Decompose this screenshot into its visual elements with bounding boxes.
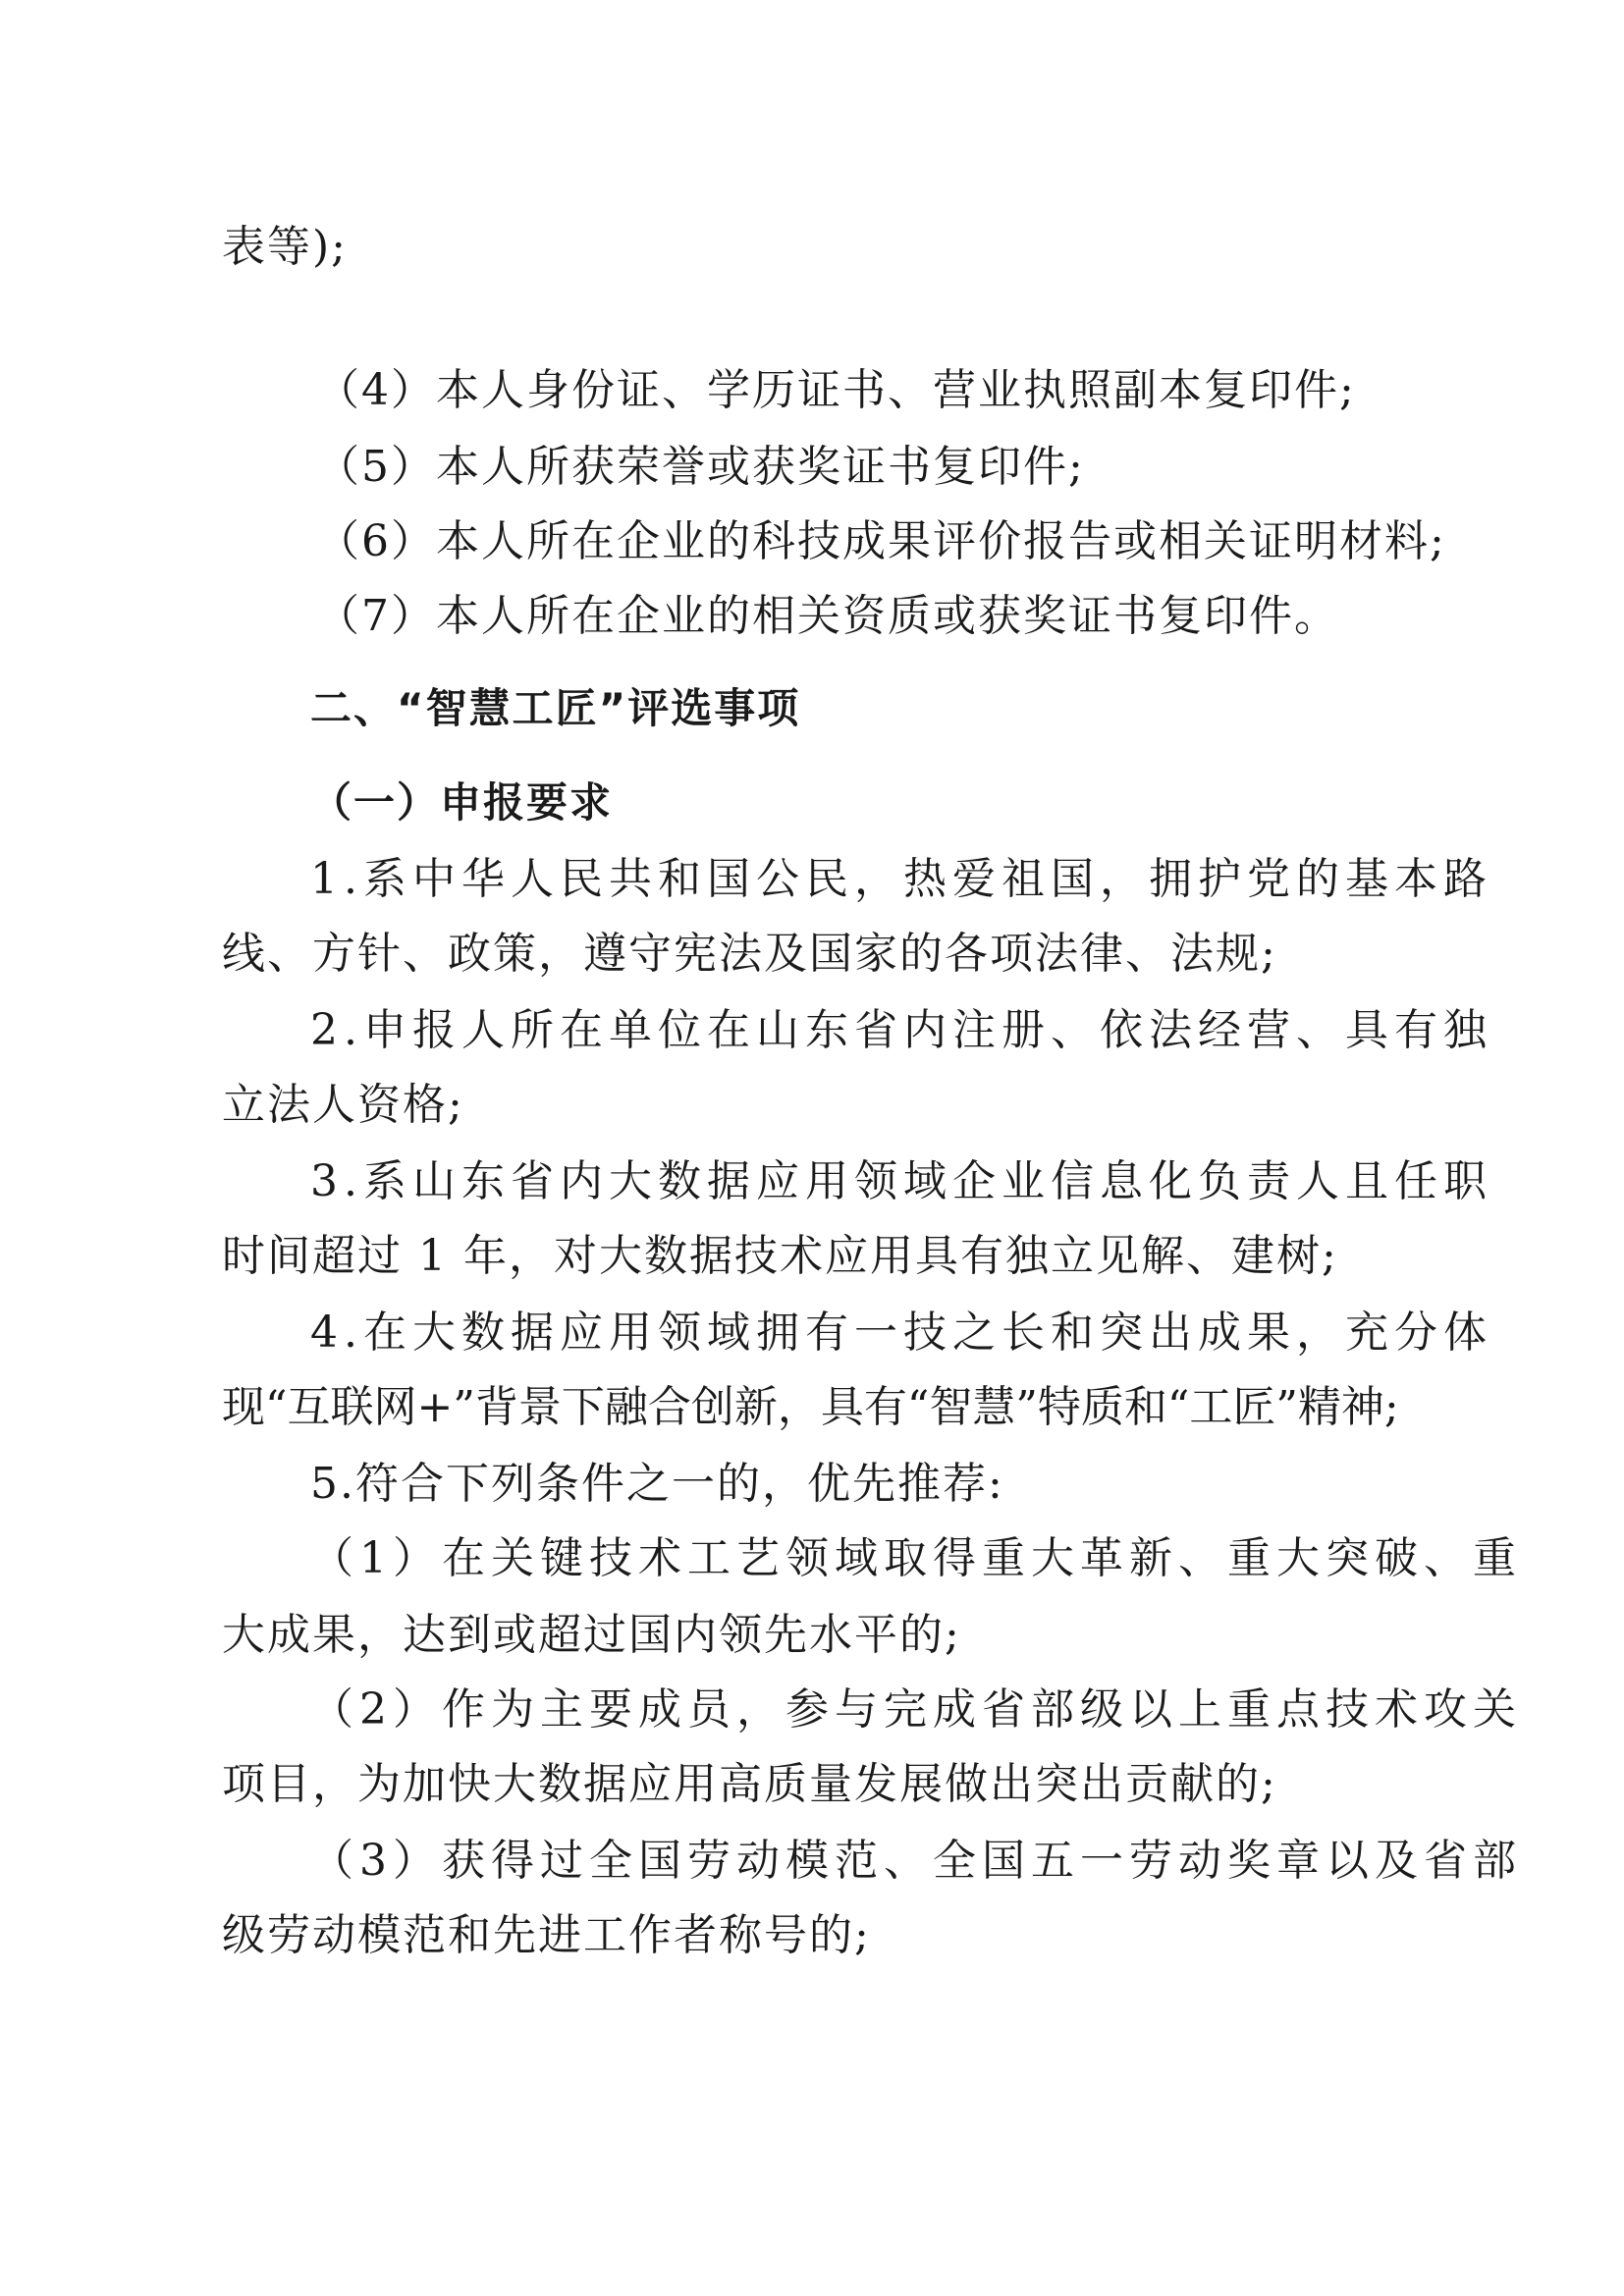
sub-item-1-line-1: （1）在关键技术工艺领域取得重大革新、重大突破、重 (310, 1533, 1522, 1583)
list-item-5: （5）本人所获荣誉或获奖证书复印件; (316, 442, 1085, 492)
paragraph-3-line-2: 时间超过 1 年，对大数据技术应用具有独立见解、建树; (222, 1231, 1338, 1281)
paragraph-4-line-2: 现“互联网+”背景下融合创新，具有“智慧”特质和“工匠”精神; (222, 1382, 1399, 1432)
sub-item-1-line-2: 大成果，达到或超过国内领先水平的; (222, 1610, 961, 1660)
subsection-heading: （一）申报要求 (310, 778, 614, 827)
list-item-4: （4）本人身份证、学历证书、营业执照副本复印件; (316, 365, 1356, 415)
sub-item-2-line-1: （2）作为主要成员，参与完成省部级以上重点技术攻关 (310, 1684, 1522, 1735)
paragraph-3-line-1: 3.系山东省内大数据应用领域企业信息化负责人且任职 (310, 1156, 1492, 1206)
paragraph-4-line-1: 4.在大数据应用领域拥有一技之长和突出成果，充分体 (310, 1308, 1492, 1358)
paragraph-1-line-1: 1.系中华人民共和国公民，热爱祖国，拥护党的基本路 (310, 854, 1492, 904)
list-item-7: （7）本人所在企业的相关资质或获奖证书复印件。 (316, 591, 1339, 641)
paragraph-2-line-1: 2.申报人所在单位在山东省内注册、依法经营、具有独 (310, 1005, 1492, 1055)
list-item-6: （6）本人所在企业的科技成果评价报告或相关证明材料; (316, 516, 1446, 566)
text-line-continuation: 表等); (222, 222, 348, 272)
sub-item-2-line-2: 项目，为加快大数据应用高质量发展做出突出贡献的; (222, 1759, 1277, 1809)
sub-item-3-line-1: （3）获得过全国劳动模范、全国五一劳动奖章以及省部 (310, 1836, 1522, 1886)
paragraph-5-line-1: 5.符合下列条件之一的，优先推荐: (310, 1459, 1004, 1509)
paragraph-1-line-2: 线、方针、政策，遵守宪法及国家的各项法律、法规; (222, 929, 1277, 979)
sub-item-3-line-2: 级劳动模范和先进工作者称号的; (222, 1910, 871, 1960)
section-heading: 二、“智慧工匠”评选事项 (310, 684, 801, 732)
paragraph-2-line-2: 立法人资格; (222, 1080, 464, 1130)
